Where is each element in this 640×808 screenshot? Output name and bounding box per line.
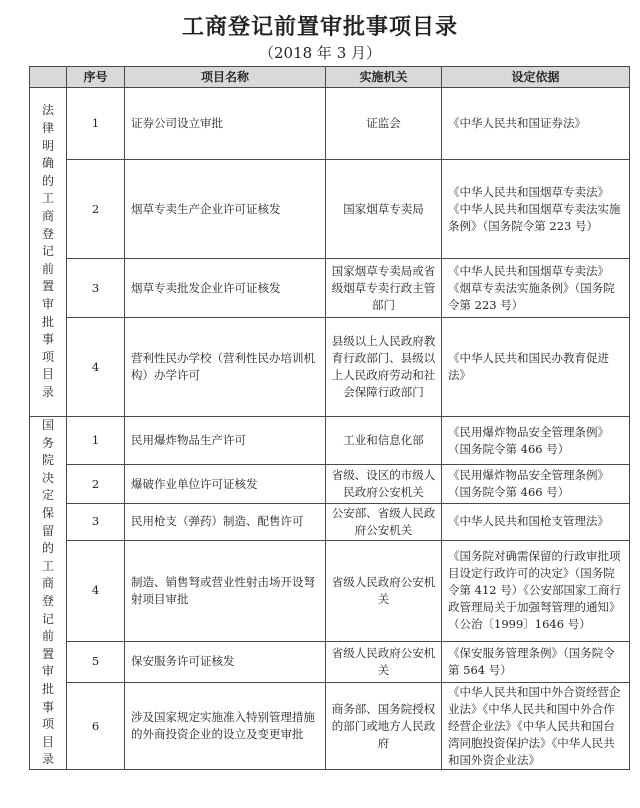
row-number: 3 [67, 259, 125, 318]
row-number: 1 [67, 417, 125, 465]
table-row [30, 503, 630, 540]
item-name: 营利性民办学校（营利性民办培训机构）办学许可 [125, 318, 326, 417]
item-name: 民用枪支（弹药）制造、配售许可 [125, 503, 326, 540]
item-name: 民用爆炸物品生产许可 [125, 417, 326, 465]
row-number: 2 [67, 465, 125, 503]
item-name: 涉及国家规定实施准入特别管理措施的外商投资企业的设立及变更审批 [125, 683, 326, 770]
row-number: 4 [67, 318, 125, 417]
item-org: 省级人民政府公安机关 [326, 540, 442, 641]
item-name: 烟草专卖批发企业许可证核发 [125, 259, 326, 318]
item-basis: 《民用爆炸物品安全管理条例》（国务院令第 466 号） [442, 417, 630, 465]
row-number: 3 [67, 503, 125, 540]
row-number: 5 [67, 641, 125, 682]
item-basis: 《中华人民共和国中外合资经营企业法》《中华人民共和国中外合作经营企业法》《中华人民共和国台湾同胞投资保护法》《中华人民共和国外资企业法》 [442, 683, 630, 770]
table-row [30, 160, 630, 259]
item-name: 爆破作业单位许可证核发 [125, 465, 326, 503]
row-number: 2 [67, 160, 125, 259]
item-org: 证监会 [326, 88, 442, 160]
item-org: 国家烟草专卖局或省级烟草专卖行政主管部门 [326, 259, 442, 318]
table-row [30, 641, 630, 682]
item-org: 公安部、省级人民政府公安机关 [326, 503, 442, 540]
header-no: 序号 [67, 67, 125, 88]
table-row [30, 88, 630, 160]
item-org: 国家烟草专卖局 [326, 160, 442, 259]
item-basis: 《民用爆炸物品安全管理条例》（国务院令第 466 号） [442, 465, 630, 503]
header-org: 实施机关 [326, 67, 442, 88]
item-name: 保安服务许可证核发 [125, 641, 326, 682]
table-row [30, 683, 630, 770]
item-org: 商务部、国务院授权的部门或地方人民政府 [326, 683, 442, 770]
item-basis: 《中华人民共和国民办教育促进法》 [442, 318, 630, 417]
item-name: 烟草专卖生产企业许可证核发 [125, 160, 326, 259]
table-row [30, 465, 630, 503]
item-basis: 《中华人民共和国烟草专卖法》《烟草专卖法实施条例》（国务院令第 223 号） [442, 259, 630, 318]
header-basis: 设定依据 [442, 67, 630, 88]
category-cell [30, 417, 67, 770]
item-basis: 《国务院对确需保留的行政审批项目设定行政许可的决定》（国务院令第 412 号）《公安部国家工商行政管理局关于加强弩管理的通知》（公治〔1999〕1646 号） [442, 540, 630, 641]
header-category [30, 67, 67, 88]
document-subtitle: （2018 年 3 月） [258, 44, 382, 62]
item-org: 省级、设区的市级人民政府公安机关 [326, 465, 442, 503]
table-row [30, 417, 630, 465]
category-label: 国务院决定保留的工商登记前置审批事项目录 [41, 418, 54, 767]
row-number: 6 [67, 683, 125, 770]
row-number: 4 [67, 540, 125, 641]
item-name: 证券公司设立审批 [125, 88, 326, 160]
table-row [30, 318, 630, 417]
table-row [30, 540, 630, 641]
table-row [30, 259, 630, 318]
row-number: 1 [67, 88, 125, 160]
category-cell [30, 88, 67, 417]
header-name: 项目名称 [125, 67, 326, 88]
approval-items-table [29, 66, 630, 770]
item-basis: 《中华人民共和国枪支管理法》 [442, 503, 630, 540]
item-name: 制造、销售弩或营业性射击场开设弩射项目审批 [125, 540, 326, 641]
item-basis: 《中华人民共和国证券法》 [442, 88, 630, 160]
item-basis: 《中华人民共和国烟草专卖法》《中华人民共和国烟草专卖法实施条例》（国务院令第 223 号） [442, 160, 630, 259]
item-org: 工业和信息化部 [326, 417, 442, 465]
document-title: 工商登记前置审批事项目录 [181, 15, 458, 40]
item-org: 省级人民政府公安机关 [326, 641, 442, 682]
item-org: 县级以上人民政府教育行政部门、县级以上人民政府劳动和社会保障行政部门 [326, 318, 442, 417]
item-basis: 《保安服务管理条例》（国务院令第 564 号） [442, 641, 630, 682]
category-label: 法律明确的工商登记前置审批事项目录 [41, 103, 54, 399]
table-header-row [30, 67, 630, 88]
